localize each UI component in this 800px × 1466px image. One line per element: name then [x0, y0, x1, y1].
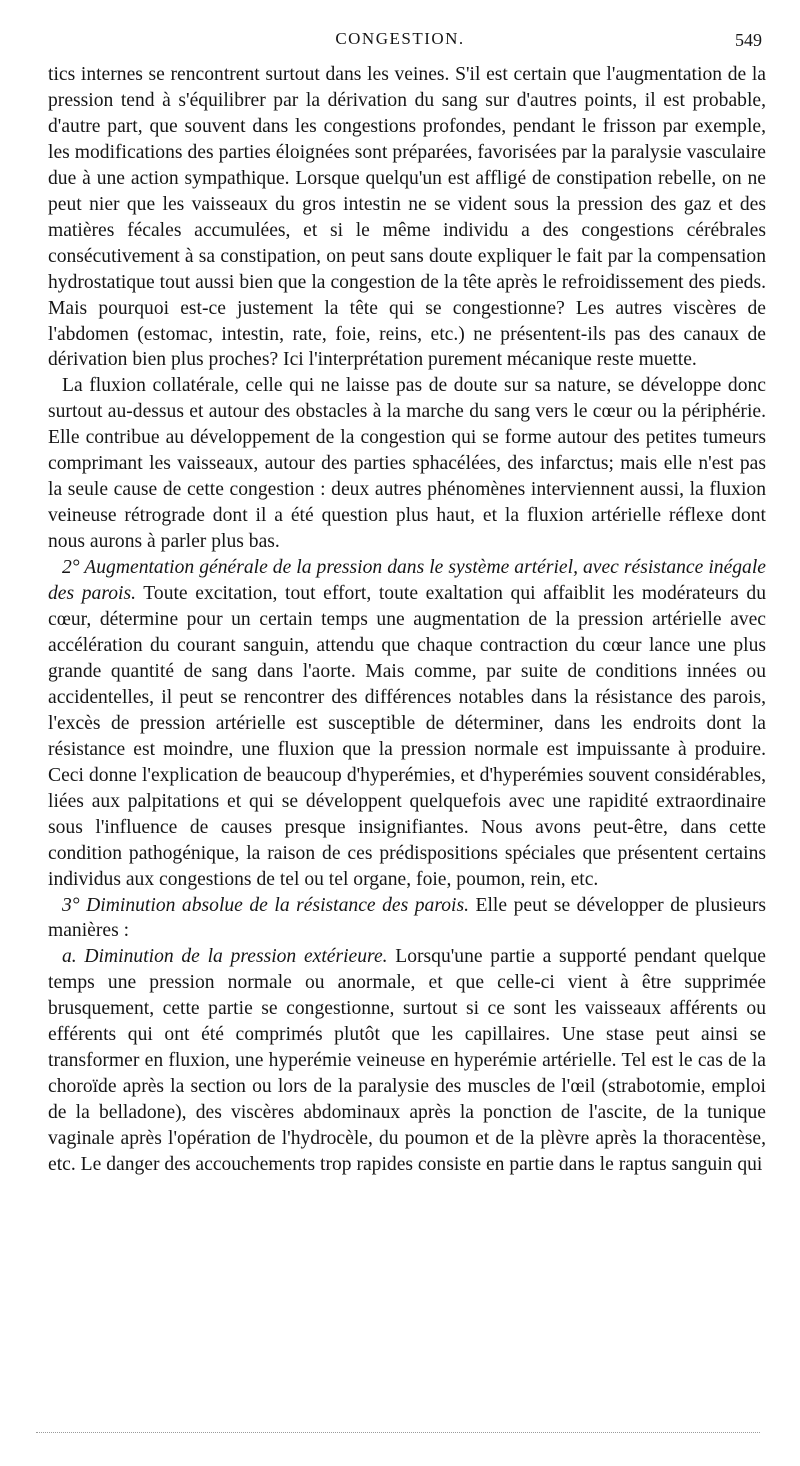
paragraph-text: Elle peut se développer de plusieurs manières :: [48, 894, 766, 942]
section-paragraph: [48, 944, 766, 1178]
section-heading: a. Diminution de la pression extérieure.: [62, 946, 388, 968]
section-heading: 2° Augmentation générale de la pression dans le système artériel, avec résistance inégale des parois.: [48, 557, 766, 605]
paragraph-text: tics internes se rencontrent surtout dans les veines. S'il est certain que l'augmentation de la pression tend à s'équilibrer par la dérivation du sang sur d'autres points, il est probable, d'autre part, que souvent dans les congestions profondes, pendant le frisson par exemple, les modifications des parties éloignées sont préparées, favorisées par la paralysie vasculaire due à une action sympathique. Lorsque quelqu'un est affligé de constipation rebelle, on ne peut nier que les vaisseaux du gros intestin ne se vident sous la pression des gaz et des matières fécales accumulées, et si le même individu a des congestions cérébrales consécutivement à sa constipation, on peut sans doute expliquer le fait par la compensation hydrostatique tout aussi bien que la congestion de la tête après le refroidissement des pieds. Mais pourquoi est-ce justement la tête qui se congestionne? Les autres viscères de l'abdomen (estomac, intestin, rate, foie, reins, etc.) ne présentent-ils pas des canaux de dérivation bien plus proches? Ici l'interprétation purement mécanique reste muette.: [48, 64, 766, 371]
paragraph-text: Lorsqu'une partie a supporté pendant quelque temps une pression normale ou anormale, et que celle-ci vient à être supprimée brusquement, cette partie se congestionne, surtout si ce sont les vaisseaux afférents ou efférents qui ont été comprimés plutôt que les capillaires. Une stase peut ainsi se transformer en fluxion, une hyperémie veineuse en hyperémie artérielle. Tel est le cas de la choroïde après la section ou lors de la paralysie des muscles de l'œil (strabotomie, emploi de la belladone), des viscères abdominaux après la ponction de l'ascite, de la tunique vaginale après l'opération de l'hydrocèle, du poumon et de la plèvre après la thoracentèse, etc. Le danger des accouchements trop rapides consiste en partie dans le raptus sanguin qui: [48, 946, 766, 1176]
footer-rule: [36, 1432, 760, 1433]
body-text: [48, 62, 766, 1178]
running-title: CONGESTION.: [335, 29, 465, 48]
section-paragraph: [48, 893, 766, 945]
paragraph: [48, 62, 766, 373]
section-heading: 3° Diminution absolue de la résistance des parois.: [62, 894, 469, 916]
running-head: [0, 29, 800, 55]
paragraph: [48, 373, 766, 555]
page-number: 549: [735, 30, 762, 50]
paragraph-text: La fluxion collatérale, celle qui ne laisse pas de doute sur sa nature, se développe donc surtout au-dessus et autour des obstacles à la marche du sang vers le cœur ou la périphérie. Elle contribue au développement de la congestion qui se forme autour des petites tumeurs comprimant les vaisseaux, autour des parties sphacélées, des infarctus; mais elle n'est pas la seule cause de cette congestion : deux autres phénomènes interviennent aussi, la fluxion veineuse rétrograde dont il a été question plus haut, et la fluxion artérielle réflexe dont nous aurons à parler plus bas.: [48, 375, 766, 553]
paragraph-text: Toute excitation, tout effort, toute exaltation qui affaiblit les modérateurs du cœur, détermine pour un certain temps une augmentation de la pression artérielle avec accélération du courant sanguin, attendu que chaque contraction du cœur lance une plus grande quantité de sang dans l'aorte. Mais comme, par suite de conditions innées ou accidentelles, il peut se rencontrer des différences notables dans la résistance des parois, l'excès de pression artérielle est susceptible de déterminer, dans les endroits dont la résistance est moindre, une fluxion que la pression normale est impuissante à produire. Ceci donne l'explication de beaucoup d'hyperémies, et d'hyperémies souvent considérables, liées aux palpitations et qui se développent quelquefois avec une rapidité extraordinaire sous l'influence de causes presque insignifiantes. Nous avons peut-être, dans cette condition pathogénique, la raison de ces prédispositions spéciales que présentent certains individus aux congestions de tel ou tel organe, foie, poumon, rein, etc.: [48, 583, 766, 890]
section-paragraph: [48, 555, 766, 892]
